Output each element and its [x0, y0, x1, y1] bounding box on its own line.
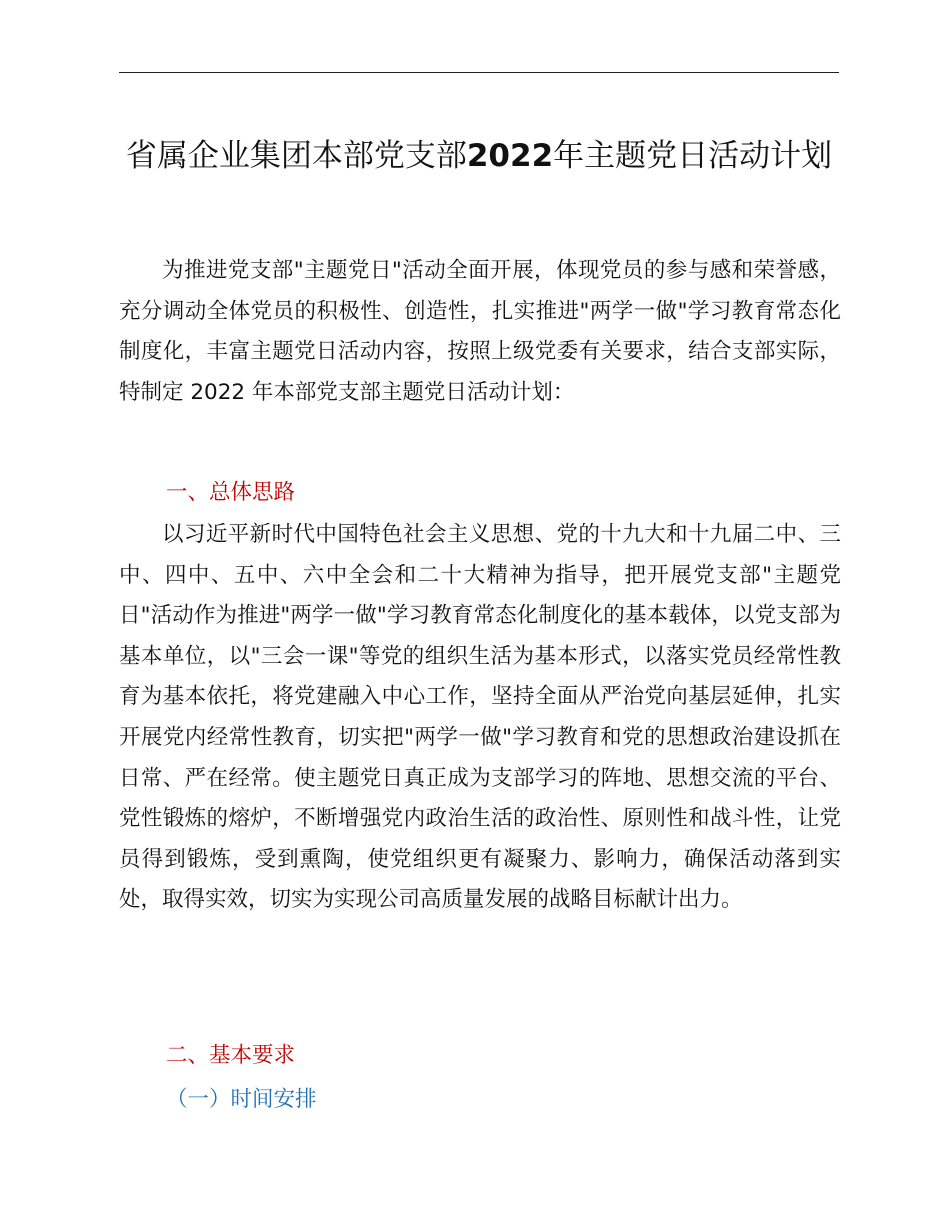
section2-heading: 二、基本要求 — [166, 1043, 296, 1068]
title-part1: 省属企业集团本部党支部 — [125, 138, 467, 174]
header-rule — [119, 72, 839, 73]
section1-body-block — [119, 515, 841, 921]
title-year: 2022 — [466, 138, 554, 174]
intro-paragraph-block — [119, 251, 841, 413]
intro-paragraph: 为推进党支部"主题党日"活动全面开展，体现党员的参与感和荣誉感，充分调动全体党员的积极性、创造性，扎实推进"两学一做"学习教育常态化制度化，丰富主题党日活动内容，按照上级党委有关要求，结合支部实际，特制定 2022 年本部党支部主题党日活动计划： — [119, 258, 841, 405]
section1-paragraph: 以习近平新时代中国特色社会主义思想、党的十九大和十九届二中、三中、四中、五中、六中全会和二十大精神为指导，把开展党支部"主题党日"活动作为推进"两学一做"学习教育常态化制度化的基本载体，以党支部为基本单位，以"三会一课"等党的组织生活为基本形式，以落实党员经常性教育为基本依托，将党建融入中心工作，坚持全面从严治党向基层延伸，扎实开展党内经常性教育，切实把"两学一做"学习教育和党的思想政治建设抓在日常、严在经常。使主题党日真正成为支部学习的阵地、思想交流的平台、党性锻炼的熔炉，不断增强党内政治生活的政治性、原则性和战斗性，让党员得到锻炼，受到熏陶，使党组织更有凝聚力、影响力，确保活动落到实处，取得实效，切实为实现公司高质量发展的战略目标献计出力。 — [119, 522, 841, 913]
document-title — [119, 132, 839, 180]
section1-heading: 一、总体思路 — [166, 480, 296, 505]
subsection1-heading: （一）时间安排 — [166, 1087, 317, 1112]
title-part2: 年主题党日活动计划 — [553, 138, 833, 174]
